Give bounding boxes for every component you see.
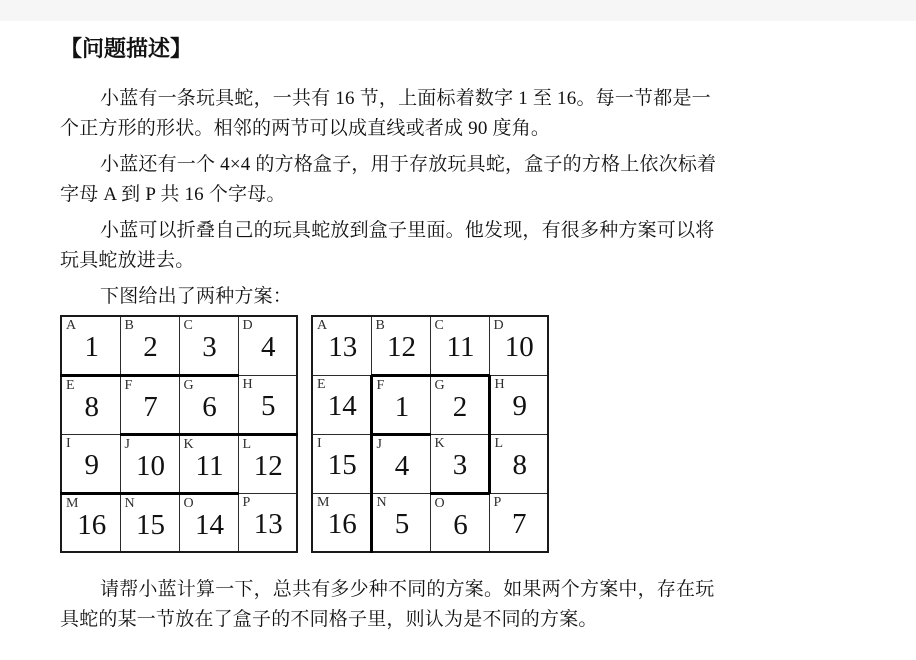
grid-row bbox=[61, 375, 297, 434]
scheme-grid-table bbox=[60, 315, 298, 553]
page-top-strip bbox=[0, 0, 916, 21]
cell-number: 9 bbox=[512, 389, 527, 422]
cell-number: 8 bbox=[84, 390, 99, 423]
grid-row bbox=[61, 434, 297, 493]
cell-number: 4 bbox=[394, 449, 410, 482]
cell-letter: D bbox=[493, 318, 504, 333]
cell-number: 7 bbox=[143, 390, 158, 423]
cell-number: 13 bbox=[328, 331, 358, 363]
cell-letter: E bbox=[66, 377, 75, 393]
cell-letter: A bbox=[66, 318, 77, 333]
cell-number: 8 bbox=[512, 448, 527, 481]
grid-cell-M bbox=[312, 493, 371, 552]
grid-row bbox=[61, 316, 297, 375]
grid-row bbox=[312, 316, 548, 375]
grid-cell-C bbox=[179, 316, 238, 375]
cell-letter: K bbox=[183, 436, 194, 452]
paragraph: 下图给出了两种方案： bbox=[100, 286, 293, 307]
grid-cell-H bbox=[238, 375, 297, 434]
cell-number: 16 bbox=[77, 508, 107, 541]
cell-letter: C bbox=[183, 318, 193, 333]
cell-number: 5 bbox=[261, 389, 276, 422]
grid-cell-D bbox=[238, 316, 297, 375]
cell-letter: P bbox=[242, 494, 251, 510]
grid-row bbox=[312, 434, 548, 493]
closing-paragraphs bbox=[60, 575, 858, 635]
grid-cell-G bbox=[179, 375, 238, 434]
cell-letter: J bbox=[376, 436, 382, 452]
cell-letter: F bbox=[376, 377, 385, 393]
cell-number: 11 bbox=[446, 331, 475, 363]
grid-row bbox=[312, 375, 548, 434]
cell-number: 15 bbox=[136, 508, 165, 541]
grid-row bbox=[61, 493, 297, 552]
cell-number: 6 bbox=[453, 508, 468, 541]
section-title: 【问题描述】 bbox=[60, 36, 193, 61]
cell-number: 13 bbox=[253, 507, 283, 540]
cell-letter: M bbox=[317, 494, 330, 510]
cell-number: 5 bbox=[394, 507, 410, 540]
grid-cell-O bbox=[430, 493, 489, 552]
cell-number: 10 bbox=[504, 331, 534, 363]
cell-number: 14 bbox=[195, 508, 224, 541]
grid-cell-M bbox=[61, 493, 120, 552]
scheme-grid-1 bbox=[60, 315, 298, 553]
paragraph: 小蓝还有一个 4×4 的方格盒子，用于存放玩具蛇，盒子的方格上依次标着 字母 A 到 P 共 16 个字母。 bbox=[60, 154, 717, 205]
cell-number: 16 bbox=[327, 507, 357, 540]
cell-number: 4 bbox=[261, 331, 276, 363]
cell-letter: O bbox=[183, 495, 194, 511]
cell-number: 1 bbox=[84, 331, 99, 363]
cell-number: 3 bbox=[452, 448, 468, 481]
cell-number: 9 bbox=[84, 448, 99, 481]
grid-cell-L bbox=[238, 434, 297, 493]
cell-letter: E bbox=[317, 376, 326, 392]
problem-document bbox=[0, 21, 916, 635]
cell-letter: I bbox=[66, 435, 71, 451]
scheme-grid-2 bbox=[311, 315, 549, 553]
grid-cell-O bbox=[179, 493, 238, 552]
cell-number: 11 bbox=[195, 449, 224, 482]
grid-row bbox=[312, 493, 548, 552]
cell-letter: M bbox=[66, 495, 79, 511]
grid-cell-L bbox=[489, 434, 548, 493]
cell-letter: H bbox=[242, 376, 253, 392]
cell-letter: F bbox=[124, 377, 133, 393]
intro-paragraphs bbox=[60, 84, 858, 312]
grid-cell-I bbox=[61, 434, 120, 493]
cell-number: 14 bbox=[327, 389, 357, 422]
grid-cell-K bbox=[179, 434, 238, 493]
grid-cell-A bbox=[61, 316, 120, 375]
grid-cell-G bbox=[430, 375, 489, 434]
grid-cell-N bbox=[371, 493, 430, 552]
cell-letter: L bbox=[242, 436, 252, 452]
schemes-figure bbox=[60, 315, 858, 553]
cell-letter: G bbox=[434, 377, 445, 393]
grid-cell-I bbox=[312, 434, 371, 493]
cell-letter: K bbox=[434, 435, 445, 451]
cell-number: 15 bbox=[327, 448, 357, 481]
grid-cell-N bbox=[120, 493, 179, 552]
cell-letter: A bbox=[317, 318, 328, 333]
grid-cell-D bbox=[489, 316, 548, 375]
scheme-grid-table bbox=[311, 315, 549, 553]
cell-number: 12 bbox=[387, 331, 416, 363]
cell-number: 6 bbox=[202, 390, 217, 423]
cell-letter: G bbox=[183, 377, 194, 393]
grid-cell-B bbox=[371, 316, 430, 375]
cell-letter: O bbox=[434, 495, 445, 511]
grid-cell-H bbox=[489, 375, 548, 434]
grid-cell-P bbox=[238, 493, 297, 552]
cell-letter: D bbox=[242, 318, 253, 333]
grid-cell-E bbox=[312, 375, 371, 434]
grid-cell-P bbox=[489, 493, 548, 552]
grid-cell-E bbox=[61, 375, 120, 434]
cell-letter: C bbox=[434, 318, 444, 333]
cell-letter: B bbox=[375, 318, 385, 333]
cell-letter: J bbox=[124, 436, 130, 452]
cell-number: 12 bbox=[253, 449, 283, 482]
grid-cell-K bbox=[430, 434, 489, 493]
cell-letter: N bbox=[124, 495, 135, 511]
cell-letter: H bbox=[494, 376, 505, 392]
paragraph: 请帮小蓝计算一下，总共有多少种不同的方案。如果两个方案中，存在玩 具蛇的某一节放在了盒子的不同格子里，则认为是不同的方案。 bbox=[60, 579, 715, 630]
cell-number: 3 bbox=[202, 331, 217, 363]
grid-cell-J bbox=[120, 434, 179, 493]
cell-letter: I bbox=[317, 435, 322, 451]
grid-cell-B bbox=[120, 316, 179, 375]
cell-letter: L bbox=[494, 435, 504, 451]
cell-letter: N bbox=[376, 494, 387, 510]
cell-number: 2 bbox=[452, 390, 468, 423]
cell-number: 2 bbox=[143, 331, 158, 363]
grid-cell-C bbox=[430, 316, 489, 375]
cell-number: 7 bbox=[512, 507, 527, 540]
cell-letter: B bbox=[124, 318, 134, 333]
cell-number: 10 bbox=[136, 449, 165, 482]
grid-cell-F bbox=[120, 375, 179, 434]
cell-number: 1 bbox=[394, 390, 410, 423]
paragraph: 小蓝有一条玩具蛇，一共有 16 节，上面标着数字 1 至 16。每一节都是一 个正方形的形状。相邻的两节可以成直线或者成 90 度角。 bbox=[60, 88, 711, 139]
grid-cell-J bbox=[371, 434, 430, 493]
grid-cell-A bbox=[312, 316, 371, 375]
cell-letter: P bbox=[493, 494, 502, 510]
paragraph: 小蓝可以折叠自己的玩具蛇放到盒子里面。他发现，有很多种方案可以将 玩具蛇放进去。 bbox=[60, 220, 715, 271]
grid-cell-F bbox=[371, 375, 430, 434]
